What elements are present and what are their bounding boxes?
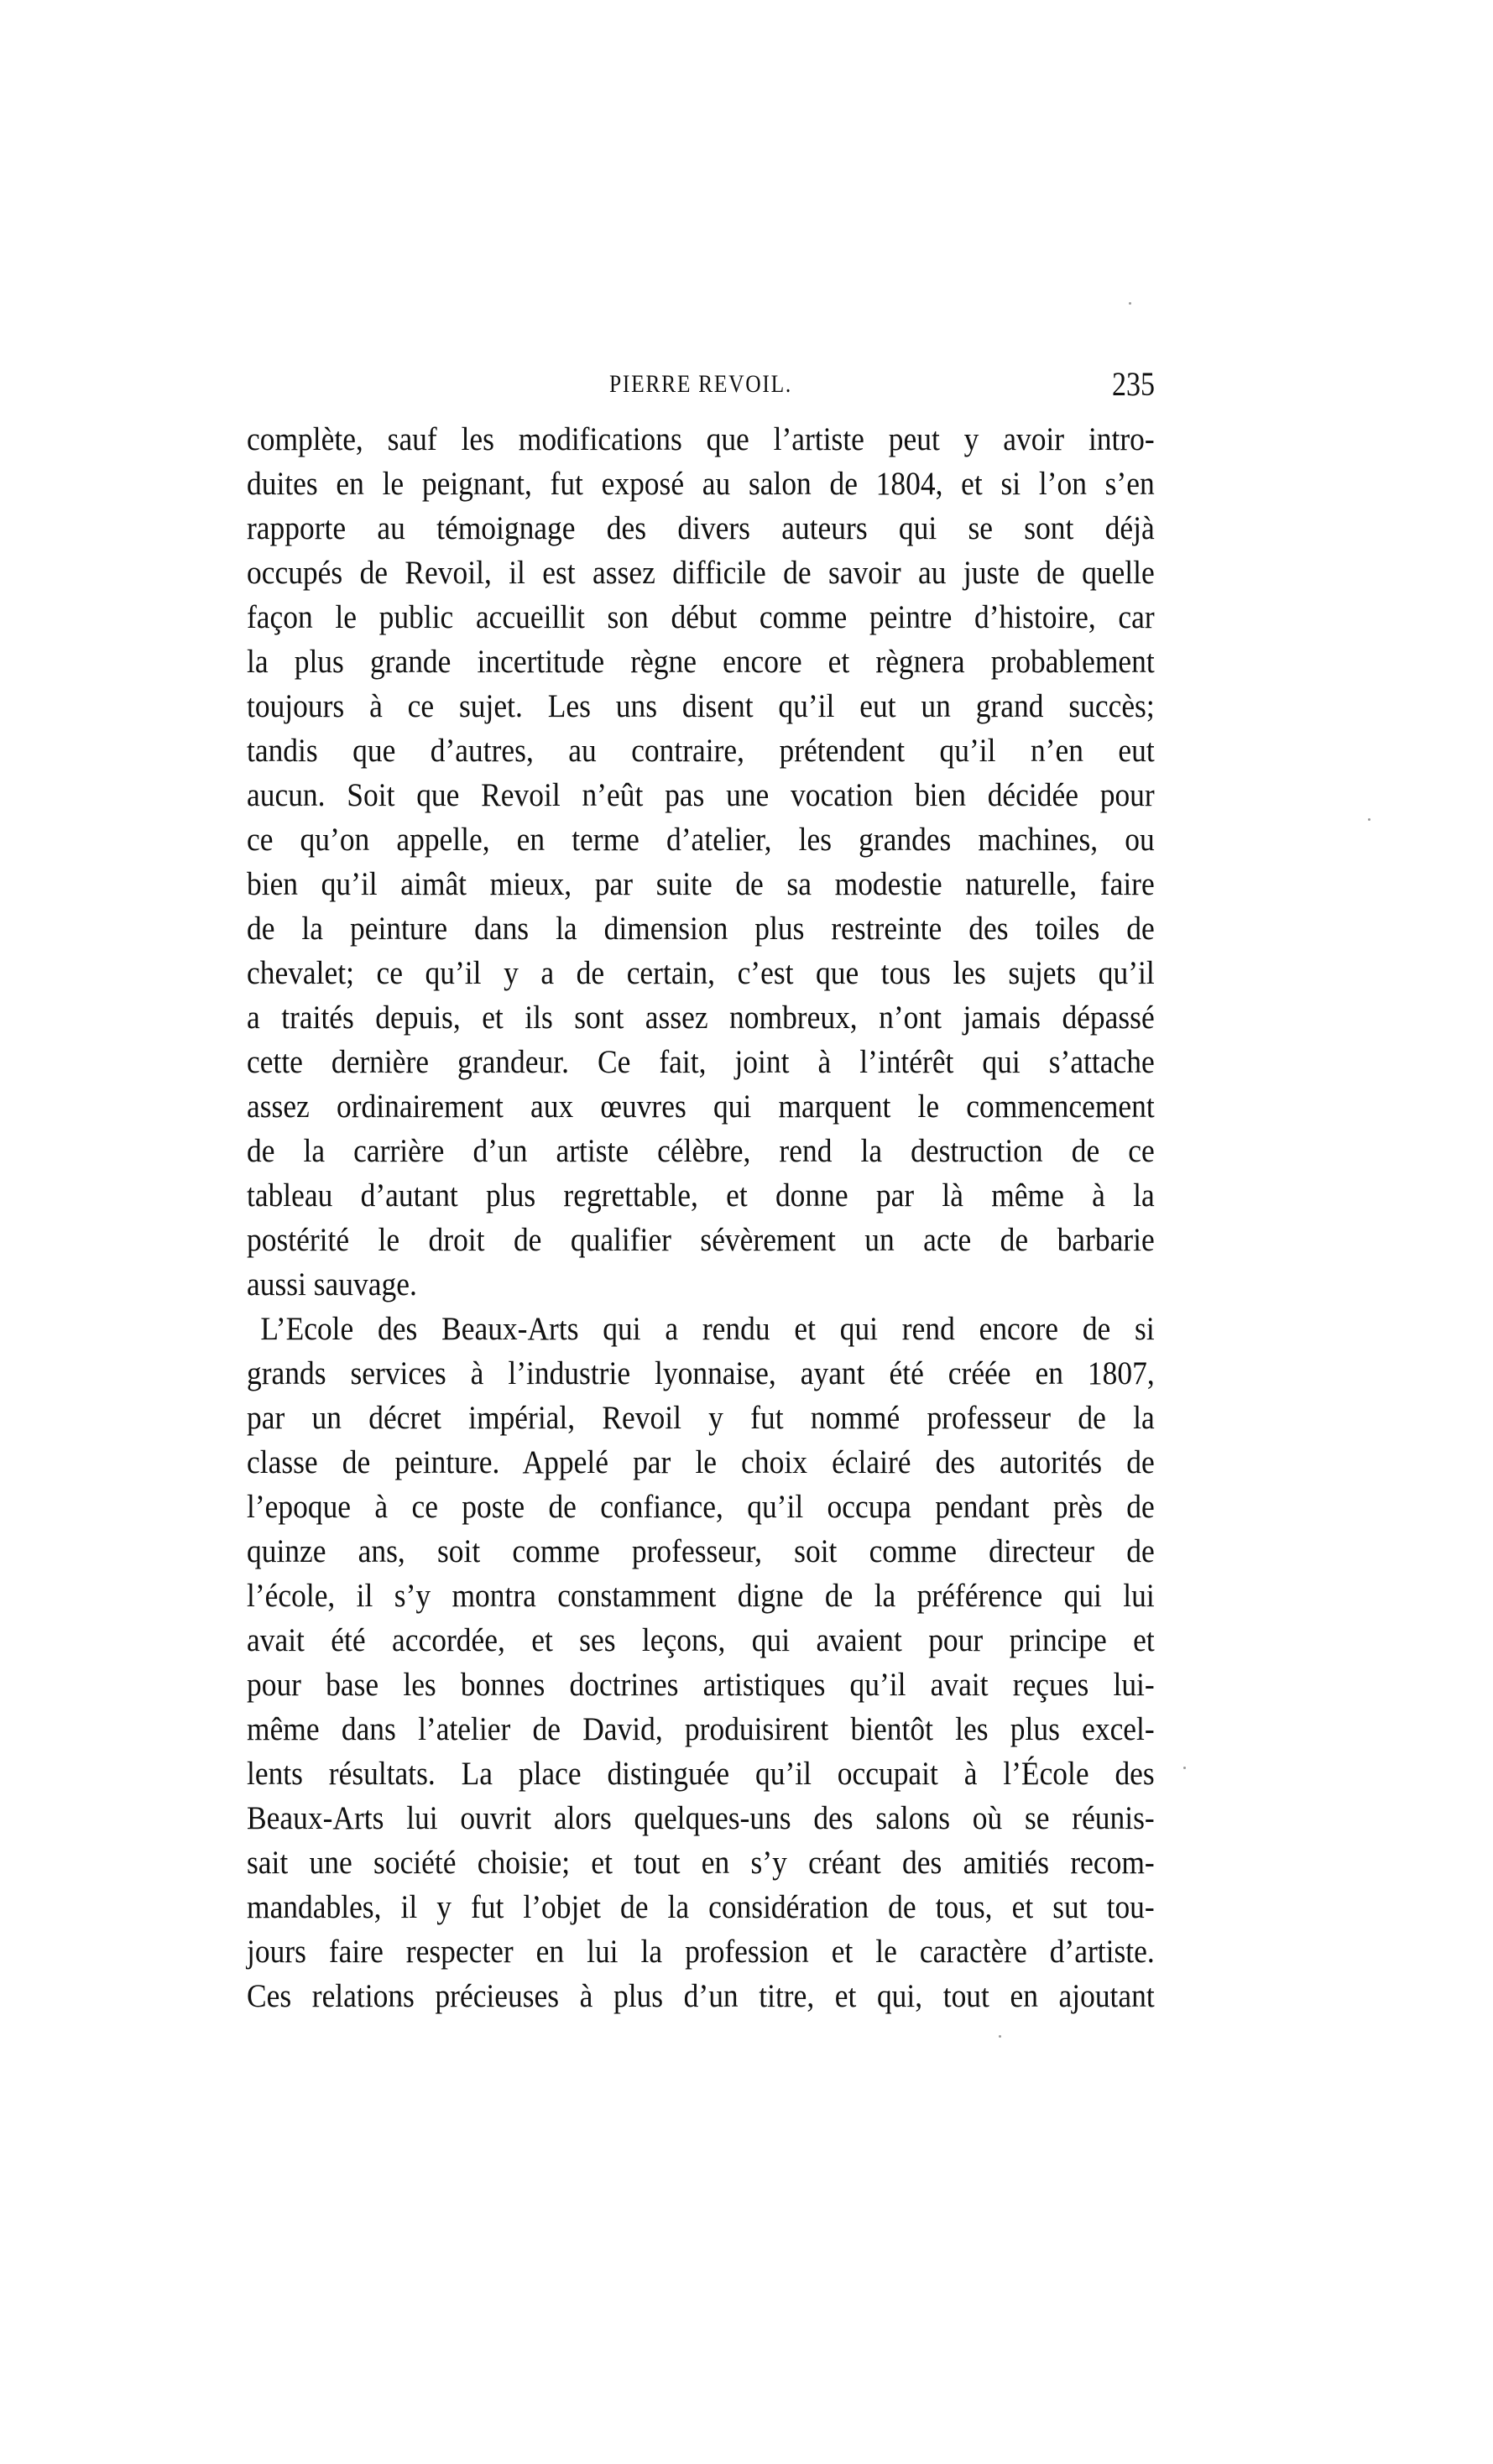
text-line: complète, sauf les modifications que l’artiste peut y avoir intro- [247, 421, 1155, 457]
text-line: façon le public accueillit son début comme peintre d’histoire, car [247, 599, 1155, 635]
text-line: tableau d’autant plus regrettable, et donne par là même à la [247, 1177, 1155, 1214]
text-line: toujours à ce sujet. Les uns disent qu’il eut un grand succès; [247, 688, 1155, 724]
text-line: grands services à l’industrie lyonnaise, ayant été créée en 1807, [247, 1355, 1155, 1391]
text-line: de la carrière d’un artiste célèbre, rend la destruction de ce [247, 1133, 1155, 1169]
text-line: de la peinture dans la dimension plus restreinte des toiles de [247, 911, 1155, 947]
scan-speck [999, 2035, 1001, 2038]
running-head [247, 362, 1155, 406]
text-line: assez ordinairement aux œuvres qui marquent le commencement [247, 1088, 1155, 1125]
text-line: aucun. Soit que Revoil n’eût pas une vocation bien décidée pour [247, 777, 1155, 813]
text-line: tandis que d’autres, au contraire, prétendent qu’il n’en eut [247, 733, 1155, 769]
text-line: par un décret impérial, Revoil y fut nommé professeur de la [247, 1400, 1155, 1436]
text-line: bien qu’il aimât mieux, par suite de sa modestie naturelle, faire [247, 866, 1155, 902]
text-line: l’école, il s’y montra constamment digne de la préférence qui lui [247, 1578, 1155, 1614]
text-line: occupés de Revoil, il est assez difficile de savoir au juste de quelle [247, 555, 1155, 591]
text-line: lents résultats. La place distinguée qu’il occupait à l’École des [247, 1756, 1155, 1792]
text-line: sait une société choisie; et tout en s’y créant des amitiés recom- [247, 1845, 1155, 1881]
scan-speck [1368, 818, 1370, 821]
text-line: aussi sauvage. [247, 1266, 417, 1302]
text-line: a traités depuis, et ils sont assez nombreux, n’ont jamais dépassé [247, 1000, 1155, 1036]
page-number: 235 [1112, 365, 1155, 403]
text-line: jours faire respecter en lui la profession et le caractère d’artiste. [247, 1934, 1155, 1970]
text-line: avait été accordée, et ses leçons, qui avaient pour principe et [247, 1622, 1155, 1658]
text-line: quinze ans, soit comme professeur, soit comme directeur de [247, 1533, 1155, 1569]
text-line: L’Ecole des Beaux-Arts qui a rendu et qui rend encore de si [260, 1311, 1155, 1347]
text-line: chevalet; ce qu’il y a de certain, c’est que tous les sujets qu’il [247, 955, 1155, 991]
text-line: ce qu’on appelle, en terme d’atelier, les grandes machines, ou [247, 822, 1155, 858]
text-line: Ces relations précieuses à plus d’un titre, et qui, tout en ajoutant [247, 1978, 1155, 2014]
text-line: la plus grande incertitude règne encore et règnera probablement [247, 644, 1155, 680]
text-line: l’epoque à ce poste de confiance, qu’il occupa pendant près de [247, 1489, 1155, 1525]
text-line: cette dernière grandeur. Ce fait, joint à l’intérêt qui s’attache [247, 1044, 1155, 1080]
text-line: duites en le peignant, fut exposé au salon de 1804, et si l’on s’en [247, 466, 1155, 502]
text-line: rapporte au témoignage des divers auteurs qui se sont déjà [247, 510, 1155, 546]
running-head-title: PIERRE REVOIL. [609, 370, 792, 398]
text-line: Beaux-Arts lui ouvrit alors quelques-uns des salons où se réunis- [247, 1800, 1155, 1836]
text-line: pour base les bonnes doctrines artistiques qu’il avait reçues lui- [247, 1667, 1155, 1703]
scan-speck [1183, 1767, 1186, 1769]
scan-speck [1129, 302, 1131, 305]
body-text [247, 417, 1155, 2018]
text-line: même dans l’atelier de David, produisirent bientôt les plus excel- [247, 1711, 1155, 1747]
text-line: mandables, il y fut l’objet de la considération de tous, et sut tou- [247, 1889, 1155, 1925]
text-line: postérité le droit de qualifier sévèrement un acte de barbarie [247, 1222, 1155, 1258]
text-line: classe de peinture. Appelé par le choix éclairé des autorités de [247, 1444, 1155, 1480]
